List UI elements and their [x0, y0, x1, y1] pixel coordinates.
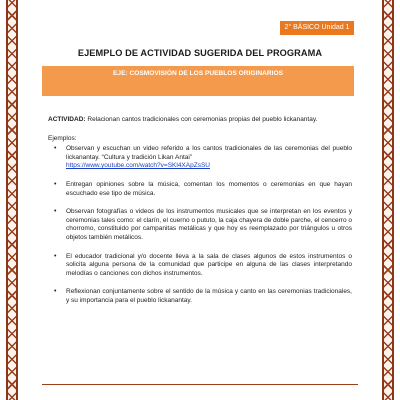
page-title: EJEMPLO DE ACTIVIDAD SUGERIDA DEL PROGRAMA: [77, 48, 323, 58]
list-item: [48, 181, 352, 198]
example-text: Observan fotografías o videos de los instrumentos musicales que se interpretan en los eventos y ceremonias tales como: el clarín, el cuerno o pututo, la caja chayera de doble parche, el cencerro o chorromo, constituido por campanitas metálicas y que hoy es reemplazado por triángulos u otros objetos también metálicos.: [66, 208, 352, 241]
decorative-border-right: [382, 0, 394, 400]
bullet-icon: •: [54, 208, 57, 216]
list-item: [48, 145, 352, 171]
decorative-border-left: [6, 0, 18, 400]
youtube-link[interactable]: https://www.youtube.com/watch?v=SKl4XApZsSU: [66, 162, 210, 170]
bullet-icon: •: [54, 180, 57, 188]
example-text: Reflexionan conjuntamente sobre el sentido de la música y canto en las ceremonias tradicionales, y su importancia para el pueblo lickanantay.: [66, 288, 352, 304]
list-item: [48, 288, 352, 305]
list-item: [48, 253, 352, 279]
example-text: El educador tradicional y/o docente lleva a la sala de clases algunos de estos instrumentos o solicita alguna persona de la comunidad que participe en alguna de las clases interpretando melodías o canciones con dichos instrumentos.: [66, 252, 352, 277]
axis-banner: [42, 66, 354, 96]
bottom-divider: [42, 384, 358, 385]
activity-text: Relacionan cantos tradicionales con ceremonias propias del pueblo lickanantay.: [85, 116, 318, 123]
activity-label: ACTIVIDAD:: [48, 116, 86, 123]
axis-banner-label: EJE: COSMOVISIÓN DE LOS PUEBLOS ORIGINARIOS: [113, 70, 283, 77]
examples-list: [48, 145, 352, 305]
list-item: [48, 208, 352, 242]
examples-heading: Ejemplos:: [48, 134, 77, 142]
example-text: Observan y escuchan un video referido a los cantos tradicionales de las ceremonias del pueblo lickanantay. “Cultura y tradición Likan Antai”: [66, 145, 352, 161]
bullet-icon: •: [54, 288, 57, 296]
bullet-icon: •: [54, 252, 57, 260]
activity-statement: [48, 116, 352, 125]
bullet-icon: •: [54, 145, 57, 153]
grade-unit-badge: 2° BÁSICO Unidad 1: [280, 21, 354, 35]
activity-content: [48, 116, 352, 316]
example-text: Entregan opiniones sobre la música, comentan los momentos o ceremonias en que hayan escuchado ese tipo de música.: [66, 180, 352, 197]
